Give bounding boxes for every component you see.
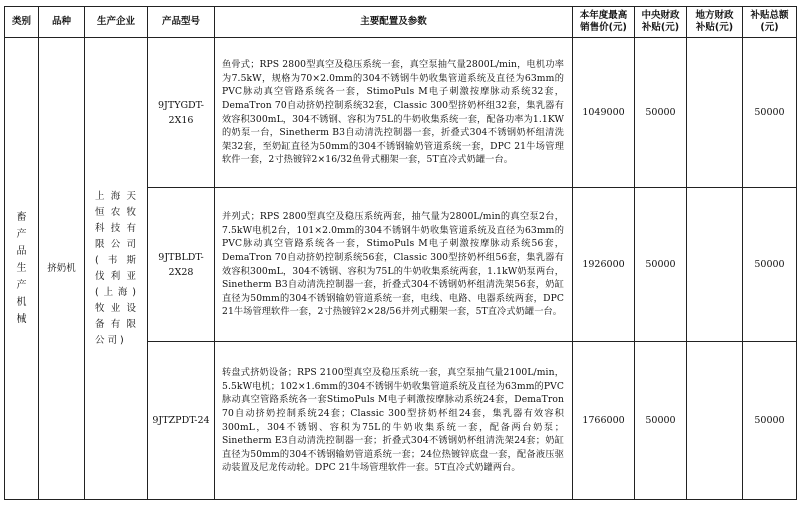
central-subsidy-cell: 50000 (635, 342, 687, 500)
header-variety: 品种 (39, 7, 85, 38)
header-row (5, 7, 797, 38)
category-text: 畜产品生产机械 (16, 212, 27, 325)
local-subsidy-cell (687, 38, 743, 188)
config-cell: 并列式；RPS 2800型真空及稳压系统两套，抽气量为2800L/min的真空泵2台，7.5kW电机2台，101×2.0mm的304不锈钢牛奶收集管道系统及直径为63mm的PVC脉动真空管路系统各一套，StimoPuls M电子刺激按摩脉动系统56套，DemaTron 70自动挤奶控制系统56套，Classic 300型挤奶杯组56套，集乳器有效容积300mL，304不锈钢、容积为75L的牛奶收集系统两套，1.1kW奶泵两台，Sinetherm B3自动清洗控制器一套，折叠式304不锈钢奶杯组清洗架56套，奶缸直径为50mm的304不锈钢输奶管道系统一套，电线、电路、电器系统两套，DPC 21牛场管理软件一套，2寸热镀锌2×28/56并列式棚架一套，5T直冷式奶罐一台。 (215, 188, 573, 342)
category-cell (5, 38, 39, 500)
table-row (5, 38, 797, 188)
header-model: 产品型号 (148, 7, 215, 38)
header-price: 本年度最高销售价(元) (573, 7, 635, 38)
header-category: 类别 (5, 7, 39, 38)
price-cell: 1049000 (573, 38, 635, 188)
local-subsidy-cell (687, 342, 743, 500)
subsidy-table-sheet (4, 6, 796, 500)
config-cell: 鱼骨式；RPS 2800型真空及稳压系统一套，真空泵抽气量2800L/min，电机功率为7.5kW，规格为70×2.0mm的304不锈钢牛奶收集管道系统及直径为63mm的PVC脉动真空管路系统各一套，StimoPuls M电子刺激按摩脉动系统32套，DemaTron 70自动挤奶控制系统32套，Classic 300型挤奶杯组32套，集乳器有效容积300mL，304不锈钢、容积为75L的牛奶收集系统一套，配备功率为1.1KW的奶泵一台，Sinetherm B3自动清洗控制器一套，折叠式304不锈钢奶杯组清洗架32套，至奶缸直径为50mm的304不锈钢输奶管道系统一套，DPC 21牛场管理软件一套，2寸热镀锌2×16/32鱼骨式棚架一套，5T直冷式奶罐一台。 (215, 38, 573, 188)
total-subsidy-cell: 50000 (743, 38, 797, 188)
price-cell: 1766000 (573, 342, 635, 500)
variety-cell: 挤奶机 (39, 38, 85, 500)
model-cell: 9JTYGDT-2X16 (148, 38, 215, 188)
header-config: 主要配置及参数 (215, 7, 573, 38)
central-subsidy-cell: 50000 (635, 38, 687, 188)
header-total-subsidy: 补贴总额(元) (743, 7, 797, 38)
total-subsidy-cell: 50000 (743, 188, 797, 342)
price-cell: 1926000 (573, 188, 635, 342)
header-central-subsidy: 中央财政补贴(元) (635, 7, 687, 38)
header-manufacturer: 生产企业 (85, 7, 148, 38)
manufacturer-cell: 上海天恒农牧科技有限公司(韦斯伐利亚(上海)牧业设备有限公司) (85, 38, 148, 500)
model-cell: 9JTZPDT-24 (148, 342, 215, 500)
total-subsidy-cell: 50000 (743, 342, 797, 500)
config-cell: 转盘式挤奶设备；RPS 2100型真空及稳压系统一套，真空泵抽气量2100L/min，5.5kW电机；102×1.6mm的304不锈钢牛奶收集管道系统及直径为63mm的PVC脉动真空管路系统各一套StimoPuls M电子刺激按摩脉动系统24套，DemaTron 70自动挤奶控制系统24套；Classic 300型挤奶杯组24套，集乳器有效容积300mL，304不锈钢、容积为75L的牛奶收集系统一套，配备两台奶泵；Sinetherm E3自动清洗控制器一套；折叠式304不锈钢奶杯组清洗架24套；奶缸直径为50mm的304不锈钢输奶管道系统一套；24位热镀锌底盘一套，配备液压驱动装置及尼龙传动轮。DPC 21牛场管理软件一套。5T直冷式奶罐两台。 (215, 342, 573, 500)
header-local-subsidy: 地方财政补贴(元) (687, 7, 743, 38)
local-subsidy-cell (687, 188, 743, 342)
model-cell: 9JTBLDT-2X28 (148, 188, 215, 342)
central-subsidy-cell: 50000 (635, 188, 687, 342)
subsidy-table (4, 6, 797, 500)
